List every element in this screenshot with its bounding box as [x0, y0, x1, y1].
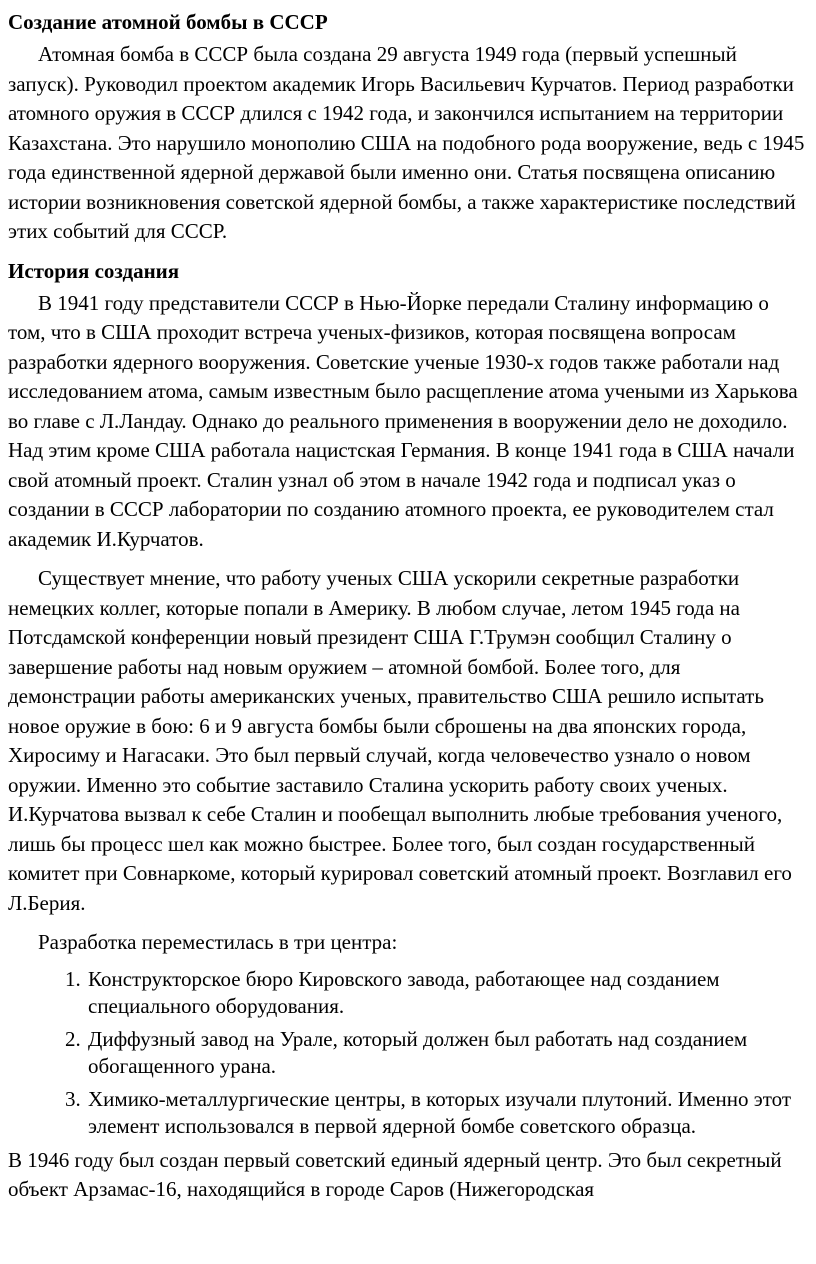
- document-title: Создание атомной бомбы в СССР: [8, 10, 328, 34]
- list-item: 1. Конструкторское бюро Кировского завода, работающее над созданием специального оборудования.: [86, 966, 808, 1020]
- list-item: 3. Химико-металлургические центры, в которых изучали плутоний. Именно этот элемент использовался в первой ядерной бомбе советского образца.: [86, 1086, 808, 1140]
- paragraph-intro: Атомная бомба в СССР была создана 29 августа 1949 года (первый успешный запуск). Руководил проектом академик Игорь Васильевич Курчатов. Период разработки атомного оружия в СССР длился с 1942 года, и закончился испытанием на территории Казахстана. Это нарушило монополию США на подобного рода вооружение, ведь с 1945 года единственной ядерной державой были именно они. Статья посвящена описанию истории возникновения советской ядерной бомбы, а также характеристике последствий этих событий для СССР.: [8, 42, 805, 243]
- section-title: История создания: [8, 258, 180, 283]
- centers-list: [8, 966, 808, 1140]
- paragraph-history-2: Существует мнение, что работу ученых США ускорили секретные разработки немецких коллег, которые попали в Америку. В любом случае, летом 1945 года на Потсдамской конференции новый президент США Г.Трумэн сообщил Сталину о завершение работы над новым оружием – атомной бомбой. Более того, для демонстрации работы американских ученых, правительство США решило испытать новое оружие в бою: 6 и 9 августа бомбы были сброшены на два японских города, Хиросиму и Нагасаки. Это был первый случай, когда человечество узнало о новом оружии. Именно это событие заставило Сталина ускорить работу своих ученых. И.Курчатова вызвал к себе Сталин и пообещал выполнить любые требования ученого, лишь бы процесс шел как можно быстрее. Более того, был создан государственный комитет при Совнаркоме, который курировал советский атомный проект. Возглавил его Л.Берия.: [8, 566, 792, 915]
- list-intro: Разработка переместилась в три центра:: [38, 930, 398, 954]
- list-item: 2. Диффузный завод на Урале, который должен был работать над созданием обогащенного урана.: [86, 1026, 808, 1080]
- paragraph-arzamas: В 1946 году был создан первый советский единый ядерный центр. Это был секретный объект Арзамас-16, находящийся в городе Саров (Нижегородская: [8, 1147, 782, 1201]
- paragraph-history-1: В 1941 году представители СССР в Нью-Йорке передали Сталину информацию о том, что в США проходит встреча ученых-физиков, которая посвящена вопросам разработки ядерного вооружения. Советские ученые 1930-х годов также работали над исследованием атома, самым известным было расщепление атома учеными из Харькова во главе с Л.Ландау. Однако до реального применения в вооружении дело не доходило. Над этим кроме США работала нацистская Германия. В конце 1941 года в США начали свой атомный проект. Сталин узнал об этом в начале 1942 года и подписал указ о создании в СССР лаборатории по созданию атомного проекта, ее руководителем стал академик И.Курчатов.: [8, 290, 798, 551]
